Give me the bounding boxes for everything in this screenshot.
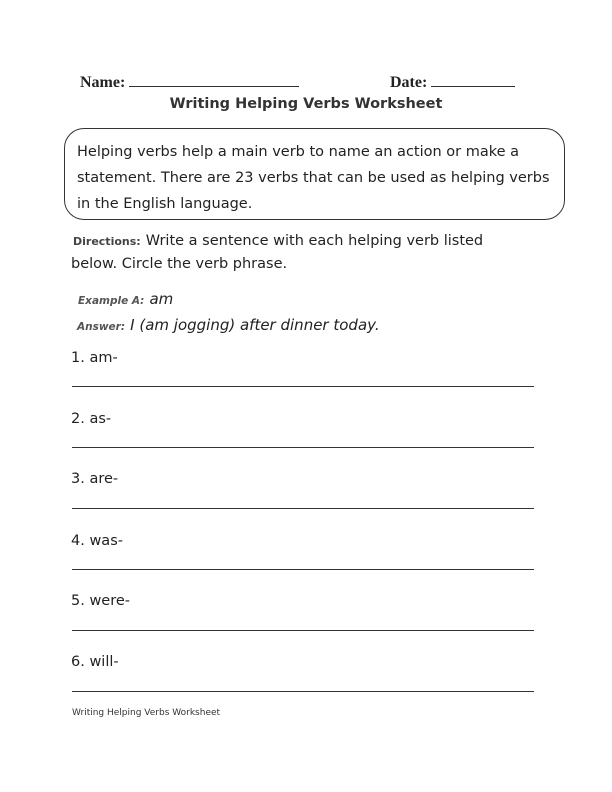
date-blank[interactable]	[431, 72, 515, 87]
item-label-5: 5. were-	[71, 593, 131, 609]
answer-line-1[interactable]	[72, 386, 534, 387]
date-label: Date:	[390, 74, 428, 91]
item-label-4: 4. was-	[71, 533, 123, 549]
answer	[77, 315, 380, 334]
answer-line-3[interactable]	[72, 508, 534, 509]
answer-text: I (am jogging) after dinner today.	[130, 316, 380, 334]
date-field[interactable]	[390, 72, 515, 92]
answer-line-4[interactable]	[72, 569, 534, 570]
directions-line-2: below. Circle the verb phrase.	[71, 256, 288, 272]
page-title: Writing Helping Verbs Worksheet	[169, 96, 443, 112]
name-label: Name:	[80, 74, 126, 91]
item-label-3: 3. are-	[71, 471, 119, 487]
directions-label: Directions:	[73, 235, 141, 248]
example-verb: am	[149, 290, 174, 308]
answer-line-5[interactable]	[72, 630, 534, 631]
item-label-1: 1. am-	[71, 350, 118, 366]
example	[78, 289, 173, 308]
footer: Writing Helping Verbs Worksheet	[72, 708, 221, 718]
directions	[73, 230, 593, 249]
item-label-2: 2. as-	[71, 411, 112, 427]
example-label: Example A:	[78, 295, 145, 307]
name-field[interactable]	[80, 72, 299, 92]
item-label-6: 6. will-	[71, 654, 119, 670]
intro-text: Helping verbs help a main verb to name an action or make a statement. There are 23 verbs that can be used as helping verbs in the English language.	[77, 144, 550, 212]
directions-line-1: Write a sentence with each helping verb listed	[145, 233, 484, 249]
answer-line-2[interactable]	[72, 447, 534, 448]
answer-label: Answer:	[77, 321, 126, 333]
answer-line-6[interactable]	[72, 691, 534, 692]
name-blank[interactable]	[129, 72, 299, 87]
